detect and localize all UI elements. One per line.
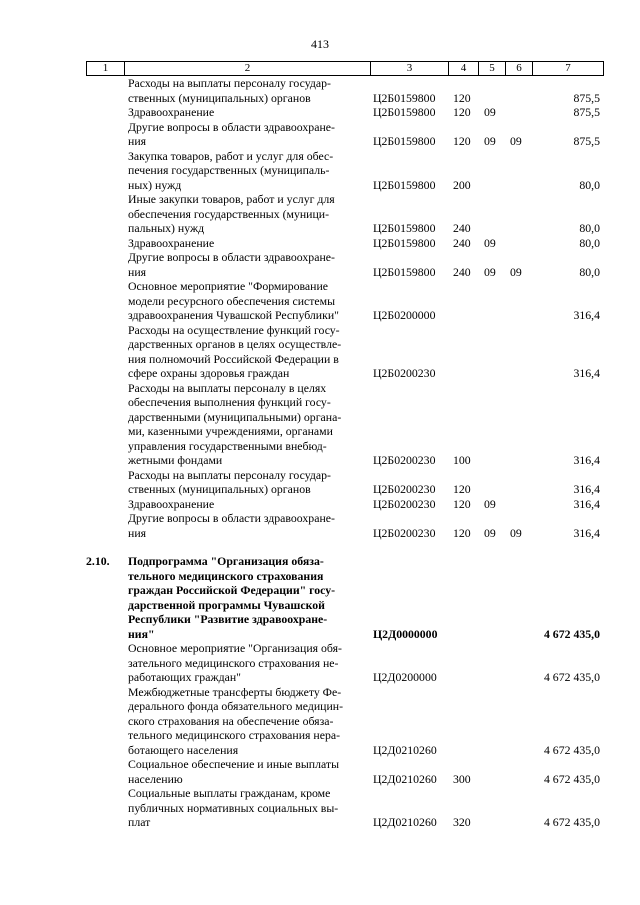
row-col5: 09 <box>484 235 496 250</box>
row-col4: 120 <box>453 90 471 105</box>
row-amount: 4 672 435,0 <box>543 815 600 829</box>
row-code: Ц2Б0200230 <box>373 482 436 496</box>
row-amount: 4 672 435,0 <box>543 771 600 786</box>
row-name: Расходы на выплаты персоналу государ- ственных (муниципальных) органов <box>128 467 331 496</box>
row-amount: 4 672 435,0 <box>543 742 600 757</box>
row-amount: 316,4 <box>573 482 600 496</box>
row-col4: 240 <box>453 221 471 235</box>
row-name: Здравоохранение <box>128 496 215 511</box>
row-col4: 100 <box>453 453 471 467</box>
row-code: Ц2Б0200230 <box>373 525 436 540</box>
row-amount: 875,5 <box>573 134 600 148</box>
row-col4: 120 <box>453 105 471 119</box>
row-col6: 09 <box>510 134 522 148</box>
header-col-7: 7 <box>533 62 604 76</box>
table-row <box>0 192 640 236</box>
row-col5: 09 <box>484 105 496 119</box>
header-col-4: 4 <box>449 62 479 76</box>
row-name: Подпрограмма "Организация обяза- тельного медицинского страхования граждан Российской Федерации" госу- дарственной программы Чувашской Республики "Развитие здравоохране- ния" <box>128 554 336 641</box>
row-code: Ц2Д0000000 <box>373 626 438 641</box>
row-name: Другие вопросы в области здравоохране- ния <box>128 250 335 279</box>
row-col6: 09 <box>510 264 522 279</box>
row-col4: 120 <box>453 482 471 496</box>
row-name: Социальное обеспечение и иные выплаты населению <box>128 757 339 786</box>
row-col4: 320 <box>453 815 471 829</box>
table-row <box>0 757 640 786</box>
section-gap <box>0 540 640 554</box>
row-code: Ц2Б0159800 <box>373 221 436 235</box>
row-col4: 120 <box>453 134 471 148</box>
column-header-table <box>86 61 604 76</box>
table-row <box>0 250 640 279</box>
header-col-2: 2 <box>125 62 371 76</box>
row-name: Расходы на выплаты персоналу в целях обеспечения выполнения функций госу- дарственными (муниципальными) органа- ми, казенными учреждениями, органами управления государственными внебюд- жетными фондами <box>128 380 342 467</box>
row-code: Ц2Б0159800 <box>373 235 436 250</box>
row-amount: 80,0 <box>579 264 600 279</box>
budget-table-body <box>0 76 640 830</box>
row-name: Закупка товаров, работ и услуг для обес- печения государственных (муниципаль- ных) нужд <box>128 148 334 192</box>
row-amount: 316,4 <box>573 453 600 467</box>
row-amount: 316,4 <box>573 525 600 540</box>
row-code: Ц2Б0159800 <box>373 90 436 105</box>
table-row <box>0 786 640 830</box>
row-col5: 09 <box>484 496 496 511</box>
row-code: Ц2Б0159800 <box>373 264 436 279</box>
row-code: Ц2Д0210260 <box>373 815 437 829</box>
row-name: Основное мероприятие "Организация обя- зательного медицинского страхования не- работающих граждан" <box>128 641 342 684</box>
row-amount: 80,0 <box>579 177 600 192</box>
table-row <box>0 497 640 512</box>
row-col6: 09 <box>510 525 522 540</box>
table-row <box>0 468 640 497</box>
row-amount: 80,0 <box>579 235 600 250</box>
row-name: Расходы на осуществление функций госу- дарственных органов в целях осуществле- ния полномочий Российской Федерации в сфере охраны здоровья граждан <box>128 322 342 380</box>
row-code: Ц2Б0159800 <box>373 134 436 148</box>
row-name: Здравоохранение <box>128 235 215 250</box>
row-code: Ц2Б0200230 <box>373 496 436 511</box>
row-amount: 316,4 <box>573 308 600 322</box>
header-col-3: 3 <box>371 62 449 76</box>
row-amount: 875,5 <box>573 90 600 105</box>
row-code: Ц2Д0200000 <box>373 670 437 684</box>
row-code: Ц2Б0200230 <box>373 453 436 467</box>
row-col4: 120 <box>453 525 471 540</box>
row-name: Межбюджетные трансферты бюджету Фе- дерального фонда обязательного медицин- ского страхования на обеспечение обяза- тельного медицинского страхования нера- ботающего населения <box>128 684 344 757</box>
row-col4: 120 <box>453 496 471 511</box>
table-row <box>0 105 640 120</box>
header-col-5: 5 <box>479 62 506 76</box>
row-code: Ц2Б0159800 <box>373 177 436 192</box>
row-name: Другие вопросы в области здравоохране- ния <box>128 511 335 540</box>
row-amount: 875,5 <box>573 105 600 119</box>
page-number: 413 <box>311 37 329 51</box>
row-col4: 200 <box>453 177 471 192</box>
row-col5: 09 <box>484 525 496 540</box>
row-code: Ц2Б0200000 <box>373 308 436 322</box>
table-row <box>0 641 640 685</box>
table-row <box>0 236 640 251</box>
row-name: Социальные выплаты гражданам, кроме публичных нормативных социальных вы- плат <box>128 786 339 829</box>
table-row <box>0 685 640 758</box>
row-name: Основное мероприятие "Формирование модели ресурсного обеспечения системы здравоохранения Чувашской Республики" <box>128 279 339 322</box>
table-row <box>0 511 640 540</box>
row-amount: 80,0 <box>579 221 600 235</box>
table-row <box>0 323 640 381</box>
row-number: 2.10. <box>86 554 110 568</box>
row-name: Иные закупки товаров, работ и услуг для обеспечения государственных (муници- пальных) нужд <box>128 192 335 235</box>
row-code: Ц2Б0159800 <box>373 105 436 119</box>
row-amount: 4 672 435,0 <box>543 626 600 641</box>
row-name: Здравоохранение <box>128 105 215 119</box>
row-code: Ц2Б0200230 <box>373 366 436 380</box>
row-code: Ц2Д0210260 <box>373 742 437 757</box>
row-amount: 316,4 <box>573 366 600 380</box>
row-amount: 316,4 <box>573 496 600 511</box>
row-name: Расходы на выплаты персоналу государ- ственных (муниципальных) органов <box>128 76 331 105</box>
row-amount: 4 672 435,0 <box>543 670 600 684</box>
row-name: Другие вопросы в области здравоохране- ния <box>128 119 335 148</box>
row-col4: 300 <box>453 771 471 786</box>
table-row <box>0 279 640 323</box>
row-col5: 09 <box>484 264 496 279</box>
subprogram-row <box>0 554 640 641</box>
table-row <box>0 381 640 468</box>
header-col-6: 6 <box>506 62 533 76</box>
table-row <box>0 149 640 193</box>
table-row <box>0 120 640 149</box>
row-col5: 09 <box>484 134 496 148</box>
header-col-1: 1 <box>87 62 125 76</box>
row-col4: 240 <box>453 235 471 250</box>
row-code: Ц2Д0210260 <box>373 771 437 786</box>
row-col4: 240 <box>453 264 471 279</box>
table-row <box>0 76 640 105</box>
